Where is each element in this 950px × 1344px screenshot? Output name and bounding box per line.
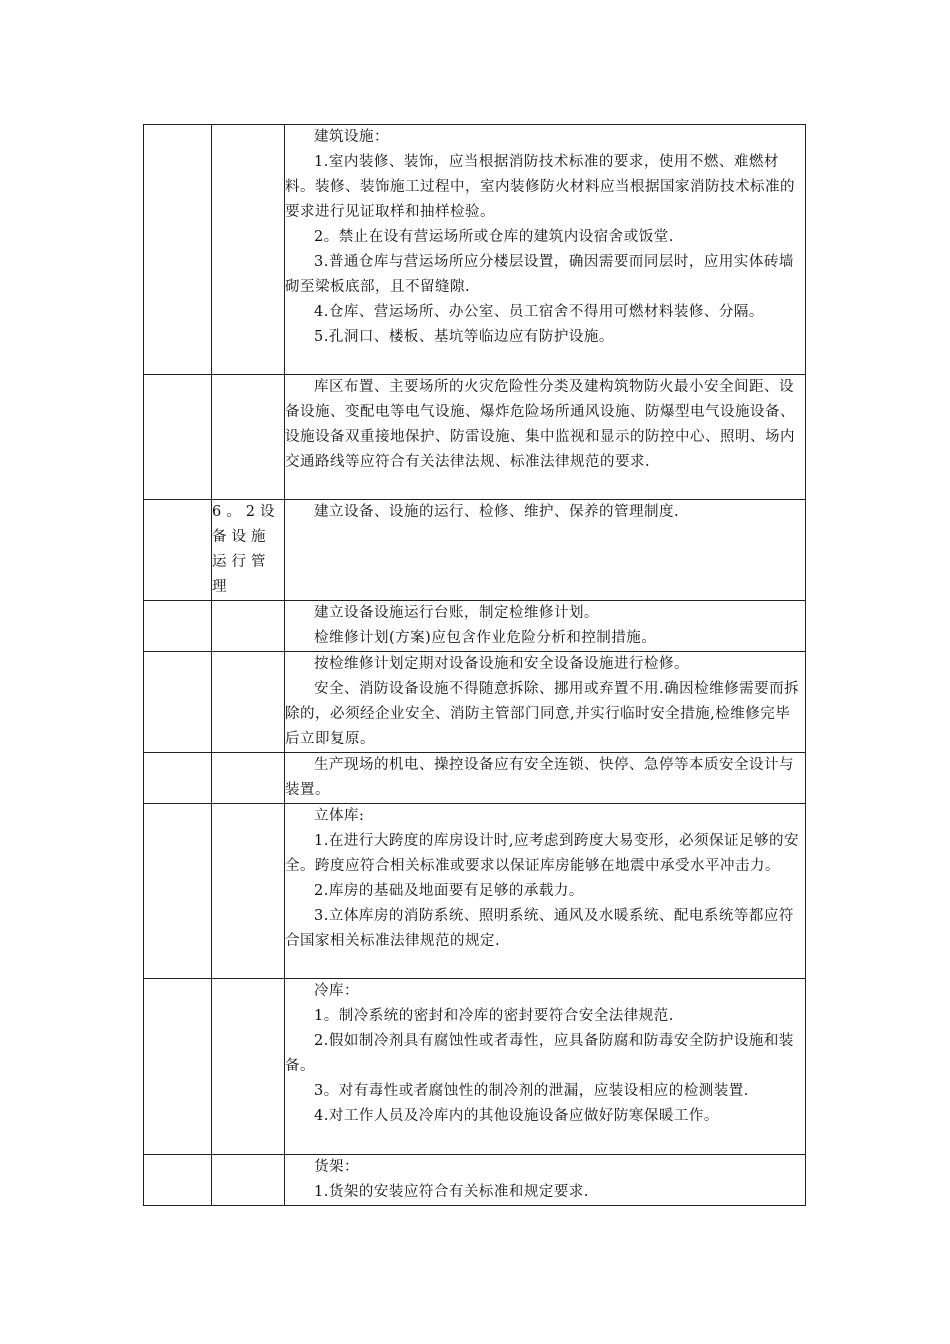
section-cell bbox=[212, 375, 285, 500]
content-cell bbox=[285, 1155, 806, 1206]
empty-cell bbox=[144, 601, 212, 652]
empty-cell bbox=[144, 979, 212, 1155]
empty-cell bbox=[144, 804, 212, 979]
content-cell bbox=[285, 652, 806, 753]
paragraph: 1。制冷系统的密封和冷库的密封要符合安全法律规范. bbox=[314, 1008, 674, 1024]
paragraph: 1.货架的安装应符合有关标准和规定要求. bbox=[314, 1184, 589, 1200]
paragraph: 4.对工作人员及冷库内的其他设施设备应做好防寒保暖工作。 bbox=[314, 1108, 719, 1124]
table-row bbox=[144, 804, 806, 979]
section-cell bbox=[212, 753, 285, 804]
content-cell bbox=[285, 753, 806, 804]
content-cell bbox=[285, 601, 806, 652]
standards-table bbox=[143, 124, 806, 1206]
table-row bbox=[144, 753, 806, 804]
table-row bbox=[144, 979, 806, 1155]
section-cell bbox=[212, 804, 285, 979]
section-cell bbox=[212, 652, 285, 753]
paragraph: 1.室内装修、装饰，应当根据消防技术标准的要求，使用不燃、难燃材料。装修、装饰施工过程中，室内装修防火材料应当根据国家消防技术标准的要求进行见证取样和抽样检验。 bbox=[285, 154, 795, 220]
table-row bbox=[144, 500, 806, 601]
content-cell bbox=[285, 375, 806, 500]
section-cell: 6。2设备设施运行管理 bbox=[212, 500, 285, 601]
paragraph: 安全、消防设备设施不得随意拆除、挪用或弃置不用.确因检维修需要而拆除的，必须经企业安全、消防主管部门同意,并实行临时安全措施,检维修完毕后立即复原。 bbox=[285, 681, 800, 747]
table-row bbox=[144, 125, 806, 375]
empty-cell bbox=[144, 1155, 212, 1206]
table-row bbox=[144, 1155, 806, 1206]
paragraph: 按检维修计划定期对设备设施和安全设备设施进行检修。 bbox=[314, 656, 689, 672]
table-row bbox=[144, 375, 806, 500]
empty-cell bbox=[144, 652, 212, 753]
paragraph: 3.普通仓库与营运场所应分楼层设置，确因需要而同层时，应用实体砖墙砌至梁板底部，且不留缝隙. bbox=[285, 254, 794, 295]
paragraph: 生产现场的机电、操控设备应有安全连锁、快停、急停等本质安全设计与装置。 bbox=[285, 757, 794, 798]
paragraph: 3。对有毒性或者腐蚀性的制冷剂的泄漏，应装设相应的检测装置. bbox=[314, 1083, 749, 1099]
empty-cell bbox=[144, 375, 212, 500]
paragraph: 4.仓库、营运场所、办公室、员工宿舍不得用可燃材料装修、分隔。 bbox=[314, 304, 764, 320]
paragraph: 3.立体库房的消防系统、照明系统、通风及水暖系统、配电系统等都应符合国家相关标准法律规范的规定. bbox=[285, 908, 794, 949]
section-cell bbox=[212, 979, 285, 1155]
table-body bbox=[144, 125, 806, 1206]
section-cell bbox=[212, 125, 285, 375]
empty-cell bbox=[144, 753, 212, 804]
section-cell bbox=[212, 601, 285, 652]
paragraph: 建立设备设施运行台账，制定检维修计划。 bbox=[314, 605, 599, 621]
paragraph: 货架： bbox=[314, 1159, 359, 1175]
content-cell bbox=[285, 500, 806, 601]
empty-cell bbox=[144, 125, 212, 375]
content-cell bbox=[285, 125, 806, 375]
paragraph: 2.假如制冷剂具有腐蚀性或者毒性，应具备防腐和防毒安全防护设施和装备。 bbox=[285, 1033, 794, 1074]
paragraph: 2。禁止在设有营运场所或仓库的建筑内设宿舍或饭堂. bbox=[314, 229, 674, 245]
paragraph: 建筑设施： bbox=[314, 129, 389, 145]
table-row bbox=[144, 601, 806, 652]
paragraph: 2.库房的基础及地面要有足够的承载力。 bbox=[314, 883, 584, 899]
table-row bbox=[144, 652, 806, 753]
paragraph: 冷库： bbox=[314, 983, 359, 999]
paragraph: 立体库: bbox=[314, 808, 365, 824]
paragraph: 建立设备、设施的运行、检修、维护、保养的管理制度. bbox=[314, 504, 680, 520]
paragraph: 库区布置、主要场所的火灾危险性分类及建构筑物防火最小安全间距、设备设施、变配电等电气设施、爆炸危险场所通风设施、防爆型电气设施设备、设施设备双重接地保护、防雷设施、集中监视和显示的防控中心、照明、场内交通路线等应符合有关法律法规、标准法律规范的要求. bbox=[285, 379, 795, 470]
paragraph: 5.孔洞口、楼板、基坑等临边应有防护设施。 bbox=[314, 329, 614, 345]
section-cell bbox=[212, 1155, 285, 1206]
empty-cell bbox=[144, 500, 212, 601]
paragraph: 1.在进行大跨度的库房设计时,应考虑到跨度大易变形，必须保证足够的安全。跨度应符合相关标准或要求以保证库房能够在地震中承受水平冲击力。 bbox=[285, 833, 799, 874]
content-cell bbox=[285, 804, 806, 979]
paragraph: 检维修计划(方案)应包含作业危险分析和控制措施。 bbox=[314, 630, 657, 646]
content-cell bbox=[285, 979, 806, 1155]
